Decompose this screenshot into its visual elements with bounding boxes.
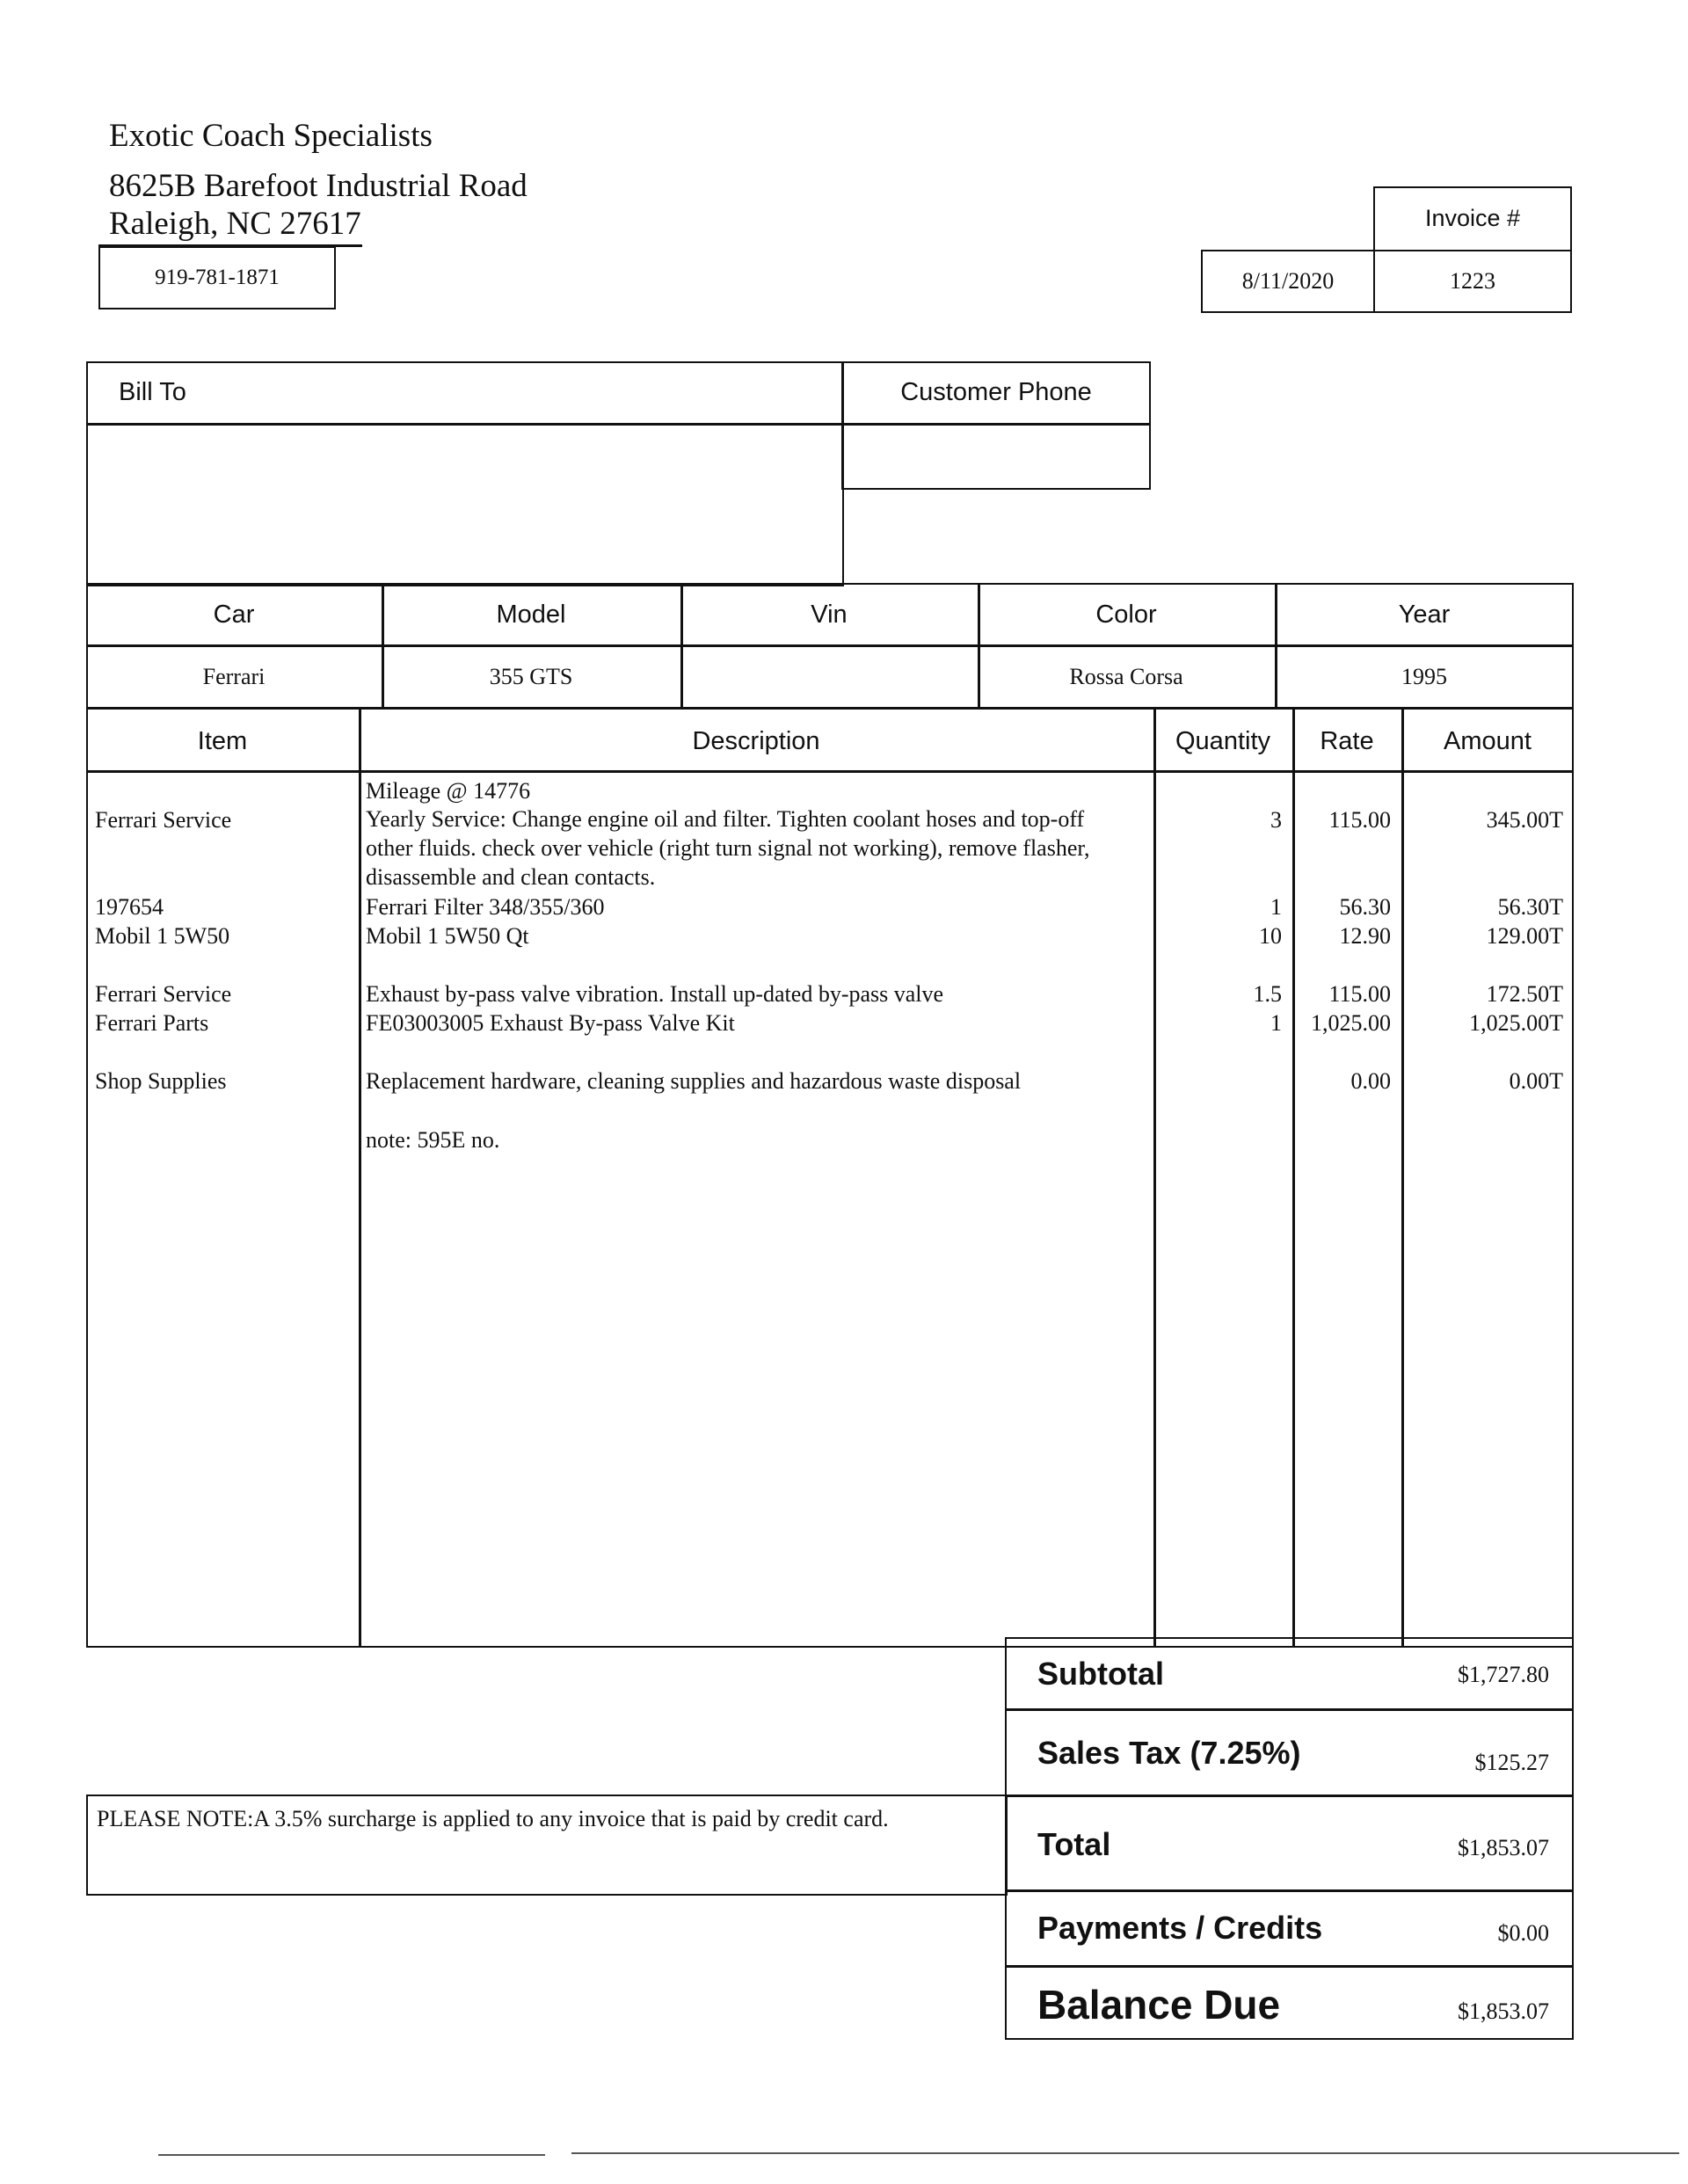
items-header-item: Item — [197, 727, 248, 755]
invoice-date: 8/11/2020 — [1241, 268, 1335, 294]
items-header-description: Description — [692, 727, 820, 755]
row-item: Ferrari Service — [95, 807, 232, 833]
totals-divider-2 — [1005, 1795, 1574, 1797]
payments-credits-label: Payments / Credits — [1037, 1910, 1323, 1946]
vehicle-year: 1995 — [1401, 664, 1447, 689]
row-item: Mobil 1 5W50 — [95, 923, 230, 949]
vehicle-header-vin: Vin — [811, 601, 848, 629]
company-name: Exotic Coach Specialists — [109, 118, 433, 154]
vehicle-header-color: Color — [1095, 601, 1157, 629]
surcharge-note: PLEASE NOTE:A 3.5% surcharge is applied to any invoice that is paid by credit card. — [97, 1806, 889, 1831]
row-item: 197654 — [95, 894, 164, 920]
bill-to-box — [86, 361, 844, 586]
items-col-sep-1 — [359, 707, 361, 1648]
table-row — [0, 925, 1688, 954]
sales-tax-value: $125.27 — [1474, 1750, 1549, 1775]
row-amount: 0.00T — [1509, 1068, 1563, 1094]
table-row — [0, 896, 1688, 925]
subtotal-value: $1,727.80 — [1458, 1662, 1549, 1687]
balance-due-label: Balance Due — [1037, 1982, 1281, 2027]
row-item: Ferrari Parts — [95, 1010, 209, 1036]
vehicle-color: Rossa Corsa — [1069, 664, 1183, 689]
row-item: Ferrari Service — [95, 981, 232, 1007]
mileage-line: Mileage @ 14776 — [366, 778, 531, 804]
table-row — [0, 983, 1688, 1012]
customer-phone-divider — [841, 423, 1151, 426]
row-amount: 345.00T — [1486, 807, 1563, 833]
company-phone: 919-781-1871 — [155, 266, 280, 289]
row-description: Exhaust by-pass valve vibration. Install up-dated by-pass valve — [366, 981, 944, 1007]
row-description: Ferrari Filter 348/355/360 — [366, 894, 605, 920]
items-col-sep-3 — [1292, 707, 1295, 1648]
balance-due-value: $1,853.07 — [1458, 1998, 1549, 2024]
items-header-rate: Rate — [1320, 727, 1374, 755]
row-quantity: 1.5 — [1253, 981, 1282, 1007]
vehicle-model: 355 GTS — [489, 664, 573, 689]
subtotal-label: Subtotal — [1037, 1656, 1164, 1692]
vehicle-header-car: Car — [213, 601, 255, 629]
items-col-sep-2 — [1153, 707, 1156, 1648]
company-address-line2: Raleigh, NC 27617 — [109, 206, 361, 242]
invoice-number-label: Invoice # — [1424, 205, 1521, 231]
row-rate: 0.00 — [1350, 1068, 1391, 1094]
company-address-line1: 8625B Barefoot Industrial Road — [109, 168, 528, 204]
vehicle-table-divider — [86, 644, 1574, 647]
vehicle-header-model: Model — [496, 601, 566, 629]
row-description: Yearly Service: Change engine oil and filter. Tighten coolant hoses and top-off other fluids. check over vehicle (right turn signal not working), remove flasher, disassemble and clean contacts. — [366, 806, 1090, 890]
items-header-amount: Amount — [1444, 727, 1532, 755]
row-description: FE03003005 Exhaust By-pass Valve Kit — [366, 1010, 735, 1036]
vehicle-car: Ferrari — [202, 664, 266, 689]
total-label: Total — [1037, 1826, 1111, 1862]
invoice-number: 1223 — [1450, 268, 1495, 294]
row-quantity: 1 — [1270, 1010, 1282, 1036]
row-quantity: 1 — [1270, 894, 1282, 920]
totals-divider-4 — [1005, 1965, 1574, 1968]
footer-line — [571, 2152, 1679, 2154]
row-amount: 172.50T — [1486, 981, 1563, 1007]
row-amount: 56.30T — [1497, 894, 1563, 920]
row-amount: 1,025.00T — [1469, 1010, 1563, 1036]
totals-divider-3 — [1005, 1889, 1574, 1892]
items-col-sep-4 — [1401, 707, 1404, 1648]
row-description: Replacement hardware, cleaning supplies and hazardous waste disposal — [366, 1068, 1022, 1094]
row-rate: 12.90 — [1339, 923, 1391, 949]
row-quantity: 3 — [1270, 807, 1282, 833]
row-rate: 56.30 — [1339, 894, 1391, 920]
row-description: Mobil 1 5W50 Qt — [366, 923, 529, 949]
bill-to-label: Bill To — [119, 378, 186, 406]
table-row — [0, 1070, 1688, 1099]
customer-phone-label: Customer Phone — [900, 378, 1092, 406]
row-quantity: 10 — [1259, 923, 1282, 949]
items-header-quantity: Quantity — [1175, 727, 1270, 755]
row-item: Shop Supplies — [95, 1068, 227, 1094]
footer-line — [158, 2154, 545, 2156]
table-row — [0, 806, 1688, 890]
row-rate: 1,025.00 — [1311, 1010, 1391, 1036]
totals-divider-1 — [1005, 1708, 1574, 1711]
row-amount: 129.00T — [1486, 923, 1563, 949]
total-value: $1,853.07 — [1458, 1835, 1549, 1860]
payments-credits-value: $0.00 — [1497, 1920, 1549, 1946]
sales-tax-label: Sales Tax (7.25%) — [1037, 1735, 1301, 1771]
row-rate: 115.00 — [1328, 807, 1391, 833]
bill-to-divider — [86, 423, 844, 426]
row-rate: 115.00 — [1328, 981, 1391, 1007]
items-header-divider — [86, 770, 1574, 773]
table-row — [0, 1012, 1688, 1041]
vehicle-header-year: Year — [1398, 601, 1451, 629]
items-note: note: 595E no. — [366, 1127, 500, 1153]
